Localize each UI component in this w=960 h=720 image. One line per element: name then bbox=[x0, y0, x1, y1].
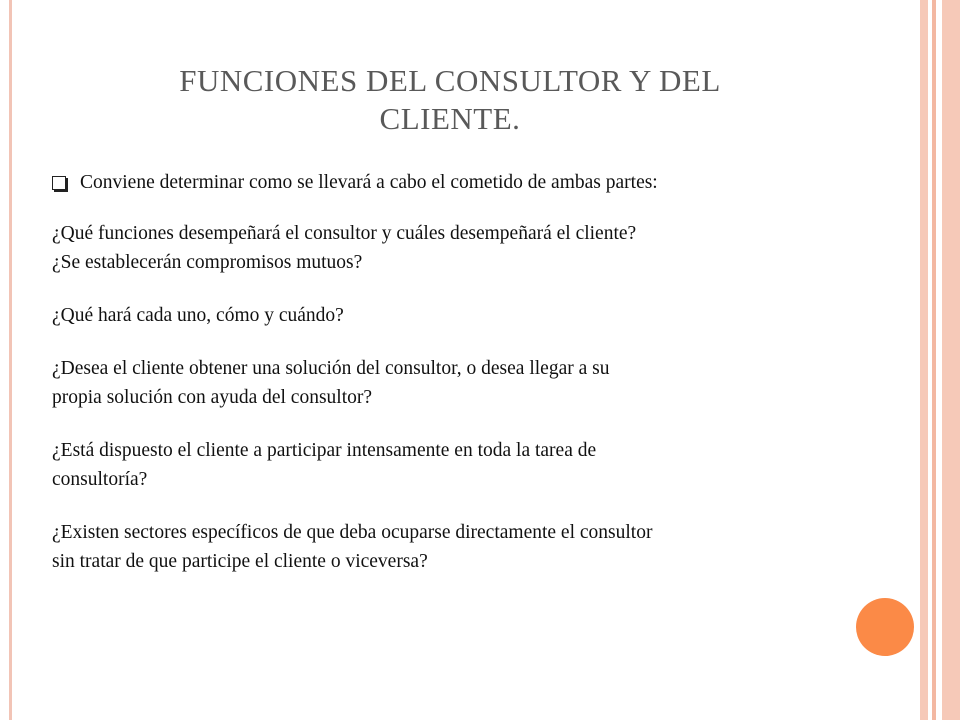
bullet-item bbox=[52, 168, 912, 197]
slide-title-line-1: FUNCIONES DEL CONSULTOR Y DEL bbox=[179, 63, 721, 98]
question-line: ¿Qué funciones desempeñará el consultor y cuáles desempeñará el cliente? bbox=[52, 223, 637, 244]
checkbox-bullet-icon bbox=[52, 176, 66, 190]
slide-title bbox=[100, 62, 800, 138]
question-paragraph-1 bbox=[52, 219, 912, 277]
slide-body bbox=[52, 168, 912, 600]
slide-title-line-2: CLIENTE. bbox=[379, 101, 521, 136]
question-line: ¿Está dispuesto el cliente a participar intensamente en toda la tarea de bbox=[52, 440, 597, 461]
question-paragraph-5 bbox=[52, 518, 912, 576]
question-line: ¿Existen sectores específicos de que deba ocuparse directamente el consultor bbox=[52, 522, 653, 543]
question-line: ¿Se establecerán compromisos mutuos? bbox=[52, 252, 363, 273]
right-stripe-3 bbox=[942, 0, 960, 720]
right-stripe-1 bbox=[920, 0, 928, 720]
orange-circle-decoration bbox=[856, 598, 914, 656]
question-line: ¿Desea el cliente obtener una solución del consultor, o desea llegar a su bbox=[52, 358, 610, 379]
question-line: ¿Qué hará cada uno, cómo y cuándo? bbox=[52, 305, 344, 326]
question-paragraph-4 bbox=[52, 436, 912, 494]
question-line: sin tratar de que participe el cliente o viceversa? bbox=[52, 551, 428, 572]
question-line: consultoría? bbox=[52, 469, 148, 490]
question-paragraph-2 bbox=[52, 301, 912, 330]
question-paragraph-3 bbox=[52, 354, 912, 412]
bullet-text: Conviene determinar como se llevará a cabo el cometido de ambas partes: bbox=[80, 172, 658, 193]
left-frame-line bbox=[9, 0, 12, 720]
question-line: propia solución con ayuda del consultor? bbox=[52, 387, 373, 408]
